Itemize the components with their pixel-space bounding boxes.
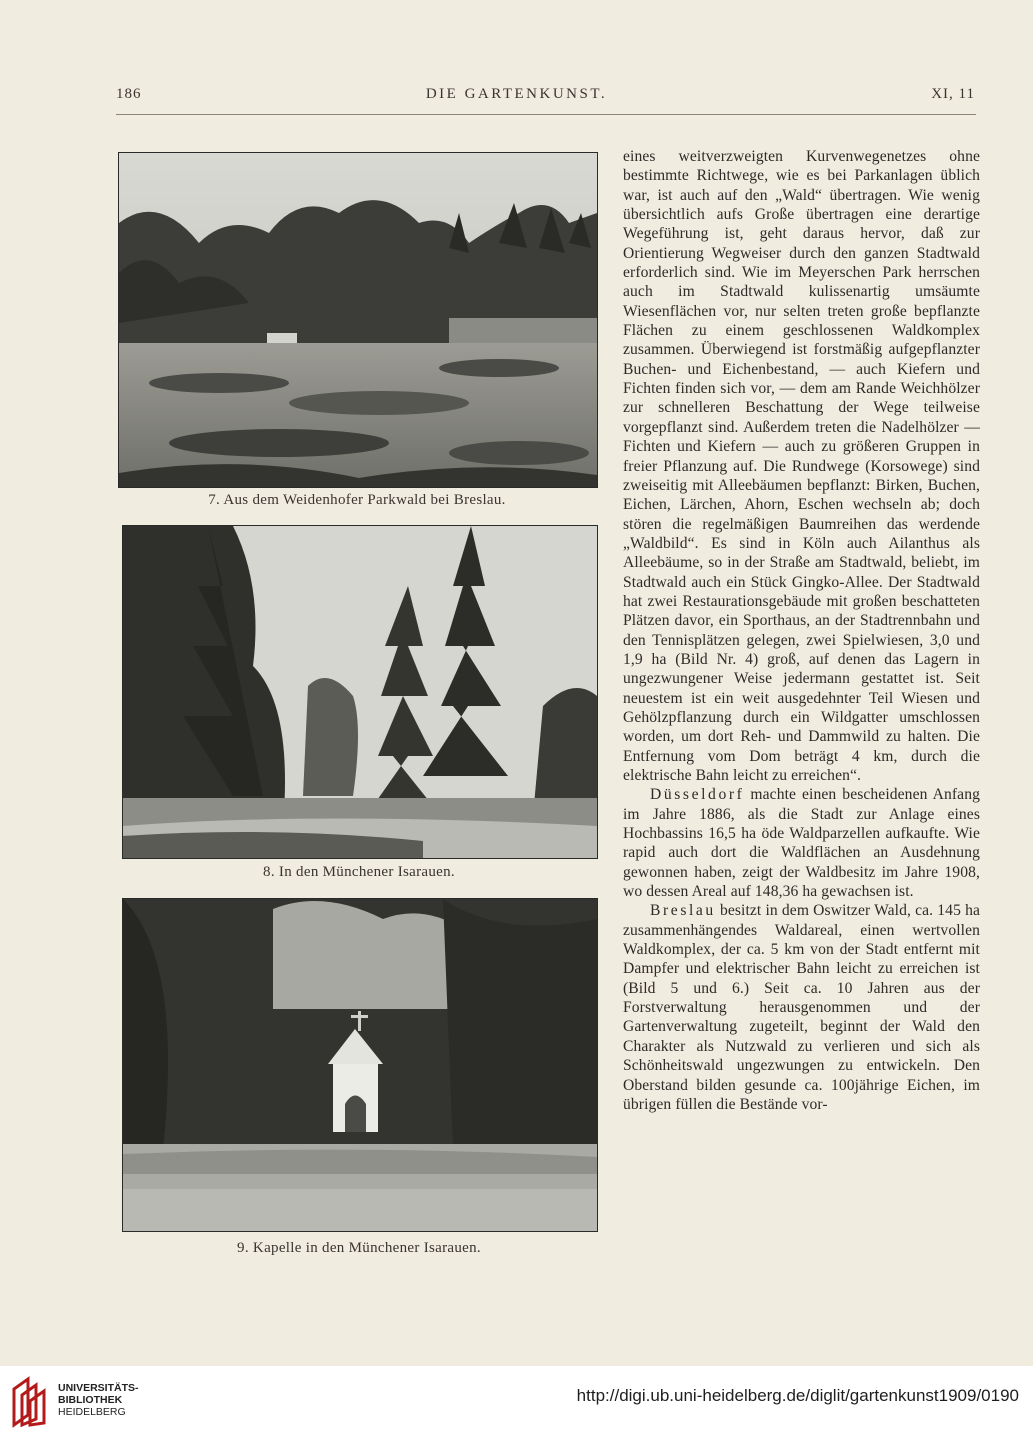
university-library-logo-icon [10,1375,50,1429]
source-url-link[interactable]: http://digi.ub.uni-heidelberg.de/diglit/gartenkunst1909/0190 [576,1386,1019,1405]
volume-issue: XI, 11 [931,86,975,102]
library-name [58,1382,139,1418]
page-number: 186 [116,86,142,102]
paragraph-duesseldorf [623,785,980,901]
figure-9-caption: 9. Kapelle in den Münchener Isarauen. [237,1240,481,1256]
figure-7-caption: 7. Aus dem Weidenhofer Parkwald bei Breslau. [208,492,506,508]
library-footer [0,1366,1033,1439]
paragraph-breslau-text: besitzt in dem Oswitzer Wald, ca. 145 ha zusammenhängendes Waldareal, einen wertvollen Waldkomplex, der ca. 5 km von der Stadt entfernt mit Dampfer und elektrischer Bahn leicht zu erreichen ist (Bild 5 und 6.) Seit ca. 10 Jahren aus der Forstverwaltung herausgenommen und der Gartenverwaltung zugeteilt, beginnt der Wald den Charakter als Nutzwald zu verlieren und sich als Schönheitswald ungezwungen zu entwickeln. Den Oberstand bilden gesunde ca. 100jährige Eichen, im übrigen füllen die Bestände vor- [623,902,980,1113]
library-line-1: UNIVERSITÄTS- [58,1382,139,1394]
city-name-duesseldorf: Düsseldorf [650,786,745,804]
figure-8-caption: 8. In den Münchener Isarauen. [263,864,455,880]
paragraph-duesseldorf-text: machte einen bescheidenen Anfang im Jahre 1886, als die Stadt zur Anlage eines Hochbassins 16,5 ha öde Waldparzellen aufkaufte. Wie rapid auch dort die Waldflächen an Ausdehnung gewonnen haben, zeigt der Waldbesitz im Jahre 1908, wo dessen Areal auf 148,36 ha gewachsen ist. [623,786,980,901]
paragraph-koeln: eines weitverzweigten Kurvenwegenetzes ohne bestimmte Richtwege, wie es bei Parkanlagen üblich war, ist auch auf den „Wald“ übertragen. Wie wenig übersichtlich aufs Große übertragen eine derartige Wegeführung ist, geht daraus hervor, daß zur Orientierung Wegweiser durch den ganzen Stadtwald erforderlich sind. Wie im Meyerschen Park herrschen auch im Stadtwald kulissenartig umsäumte Wiesenflächen vor, nur selten treten große bepflanzte Flächen zu einem geschlossenen Waldkomplex zusammen. Überwiegend ist forstmäßig aufgepflanzter Buchen- und Eichenbestand, — auch Kiefern und Fichten finden sich vor, — dem am Rande Weichhölzer zur schnelleren Beschattung der Wege teilweise vorgepflanzt sind. Außerdem treten die Nadelhölzer — Fichten und Kiefern — auch zu größeren Gruppen in freier Pflanzung auf. Die Rundwege (Korsowege) sind zweiseitig mit Alleebäumen bepflanzt: Birken, Buchen, Eichen, Lärchen, Ahorn, Eschen wechseln ab; doch stören die regelmäßigen Baumreihen das werdende „Waldbild“. Es sind in Köln auch Ailanthus als Alleebäume, so in der Straße am Stadtwald, beliebt, im Stadtwald auch ein Stück Gingko-Allee. Der Stadtwald hat zwei Restaurationsgebäude mit großen beschatteten Plätzen davor, ein Sporthaus, an der Stadtrennbahn und den Tennisplätzen gelegen, zwei Spielwiesen, 3,0 und 1,9 ha (Bild Nr. 4) groß, auf denen das Lagern in ungezwungener Weise jedermann gestattet ist. Seit neuestem ist ein weit ausgedehnter Teil Wiesen und Gehölzpflanzung durch ein Wildgatter umschlossen worden, um dort Reh- und Dammwild zu halten. Die Entfernung vom Dom beträgt 4 km, durch die elektrische Bahn leicht zu erreichen“. [623,148,980,784]
library-line-2: BIBLIOTHEK [58,1394,123,1406]
paragraph-breslau [623,901,980,1114]
body-text-column [623,147,980,1114]
figure-7-photo [118,152,598,488]
journal-title: DIE GARTENKUNST. [425,86,608,102]
city-name-breslau: Breslau [650,902,716,920]
figure-9-photo [122,898,598,1232]
figure-8-photo [122,525,598,859]
header-rule [116,114,976,115]
library-line-3: HEIDELBERG [58,1406,126,1418]
